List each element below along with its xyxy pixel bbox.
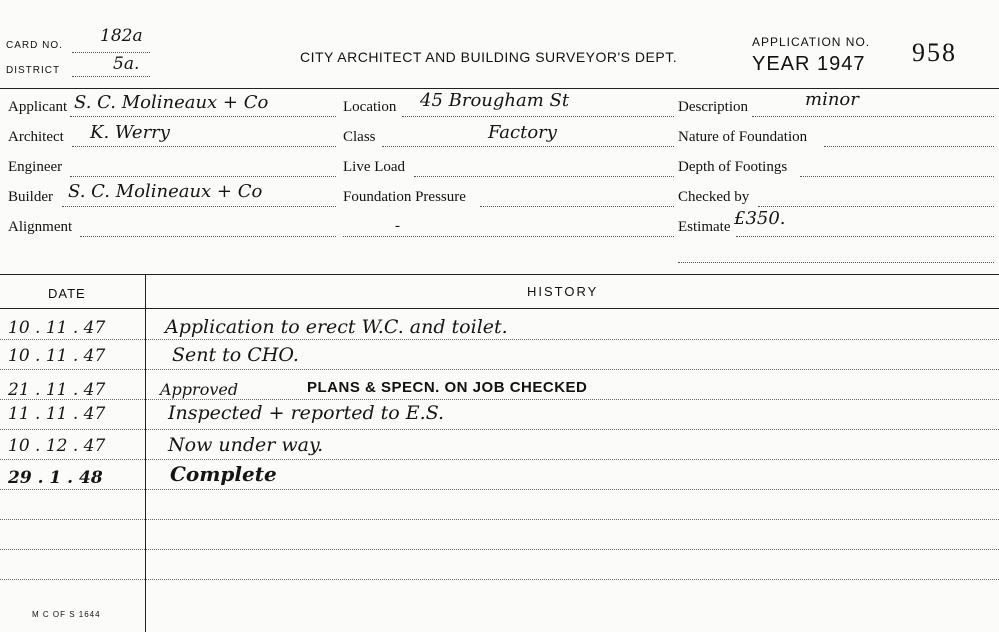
- application-label: APPLICATION NO.: [752, 35, 871, 49]
- ruled-line: [0, 579, 999, 580]
- foundation-pressure-label: Foundation Pressure: [343, 189, 466, 205]
- nature-dots: [824, 146, 994, 147]
- class-value: Factory: [488, 122, 557, 143]
- form-code: M C OF S 1644: [32, 610, 101, 619]
- class-dots: [382, 146, 674, 147]
- alignment-label: Alignment: [8, 219, 73, 235]
- architect-label: Architect: [8, 129, 64, 145]
- depth-dots: [800, 176, 994, 177]
- ruled-line: [0, 339, 999, 340]
- application-number: 958: [912, 38, 957, 67]
- engineer-label: Engineer: [8, 159, 63, 175]
- builder-value: S. C. Molineaux + Co: [68, 181, 263, 202]
- location-dots: [402, 116, 674, 117]
- history-row-2-date: 10 . 11 . 47: [8, 346, 106, 366]
- history-row-1-entry: Application to erect W.C. and toilet.: [165, 316, 508, 338]
- estimate-label: Estimate: [678, 219, 731, 235]
- description-dots: [752, 116, 994, 117]
- history-row-6-entry: Complete: [170, 462, 277, 486]
- district-dots: [72, 76, 150, 77]
- applicant-value: S. C. Molineaux + Co: [74, 92, 269, 113]
- history-header-divider: [0, 308, 999, 309]
- date-header: DATE: [48, 286, 86, 301]
- history-row-5-date: 10 . 12 . 47: [8, 436, 106, 456]
- history-row-5-entry: Now under way.: [168, 434, 324, 456]
- ruled-line: [0, 429, 999, 430]
- history-row-4-entry: Inspected + reported to E.S.: [168, 402, 445, 424]
- card-no-label: CARD NO.: [6, 40, 63, 51]
- engineer-dots: [70, 176, 336, 177]
- history-row-4-date: 11 . 11 . 47: [8, 404, 106, 424]
- foundation-pressure-value: -: [395, 218, 400, 234]
- description-label: Description: [678, 99, 748, 115]
- live-load-label: Live Load: [343, 159, 406, 175]
- card-no-value: 182a: [100, 26, 143, 46]
- column2-extra-dots: [343, 236, 674, 237]
- history-row-3-entry: Approved: [160, 380, 239, 399]
- history-row-6-date: 29 . 1 . 48: [8, 468, 103, 488]
- history-header: HISTORY: [527, 284, 599, 299]
- applicant-label: Applicant: [8, 99, 68, 115]
- live-load-dots: [414, 176, 674, 177]
- approval-stamp: PLANS & SPECN. ON JOB CHECKED: [307, 379, 588, 396]
- class-label: Class: [343, 129, 376, 145]
- location-value: 45 Brougham St: [420, 90, 570, 111]
- ruled-line: [0, 549, 999, 550]
- estimate-dots: [736, 236, 994, 237]
- ruled-line: [0, 489, 999, 490]
- location-label: Location: [343, 99, 397, 115]
- history-row-1-date: 10 . 11 . 47: [8, 318, 106, 338]
- ruled-line: [0, 369, 999, 370]
- ruled-line: [0, 399, 999, 400]
- district-value: 5a.: [113, 54, 140, 74]
- foundation-pressure-dots: [480, 206, 674, 207]
- depth-of-footings-label: Depth of Footings: [678, 159, 788, 175]
- history-top-border: [0, 274, 999, 275]
- builder-label: Builder: [8, 189, 53, 205]
- history-row-3-date: 21 . 11 . 47: [8, 380, 106, 400]
- description-value: minor: [805, 89, 859, 110]
- history-row-2-entry: Sent to CHO.: [172, 344, 299, 366]
- alignment-dots: [80, 236, 336, 237]
- ruled-line: [0, 459, 999, 460]
- checked-by-label: Checked by: [678, 189, 750, 205]
- district-label: DISTRICT: [6, 65, 61, 76]
- ruled-line: [0, 519, 999, 520]
- column3-extra-dots: [678, 262, 994, 263]
- applicant-dots: [70, 116, 336, 117]
- nature-of-foundation-label: Nature of Foundation: [678, 129, 808, 145]
- architect-value: K. Werry: [90, 122, 170, 143]
- checked-dots: [758, 206, 994, 207]
- year-label: YEAR 1947: [752, 53, 866, 75]
- dept-title: CITY ARCHITECT AND BUILDING SURVEYOR'S DEPT.: [300, 49, 678, 65]
- estimate-value: £350.: [734, 208, 786, 229]
- builder-dots: [62, 206, 336, 207]
- architect-dots: [72, 146, 336, 147]
- card-no-dots: [72, 52, 150, 53]
